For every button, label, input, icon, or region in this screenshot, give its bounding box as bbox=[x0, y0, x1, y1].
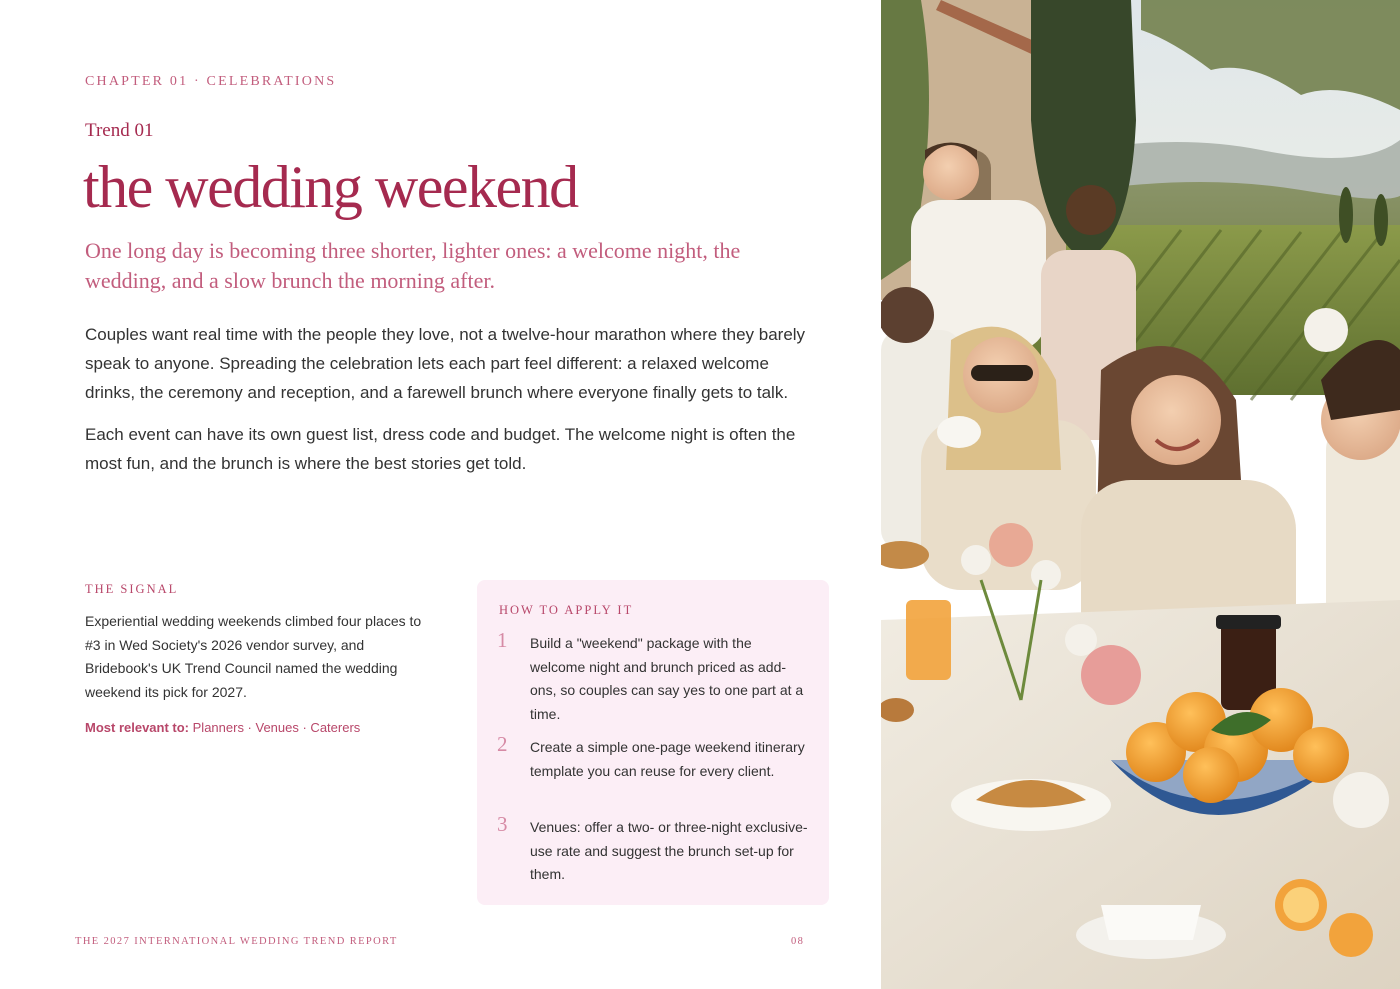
photo-illustration bbox=[881, 0, 1400, 989]
step-text: Create a simple one-page weekend itinerary template you can reuse for every client. bbox=[530, 739, 805, 779]
relevant-to bbox=[85, 718, 465, 738]
how-to-apply-box bbox=[477, 580, 829, 905]
subtitle: One long day is becoming three shorter, lighter ones: a welcome night, the wedding, and a slow brunch the morning after. bbox=[85, 238, 741, 293]
footer-report-title: THE 2027 INTERNATIONAL WEDDING TREND REPORT bbox=[75, 936, 398, 947]
step-number: 2 bbox=[497, 732, 508, 756]
chapter-label: CHAPTER 01 · CELEBRATIONS bbox=[85, 74, 337, 89]
signal-text: Experiential wedding weekends climbed four places to #3 in Wed Society's 2026 vendor survey, and Bridebook's UK Trend Council named the wedding weekend its pick for 2027. bbox=[85, 613, 422, 700]
page-number: 08 bbox=[791, 936, 805, 947]
relevant-label: Most relevant to: bbox=[85, 720, 190, 735]
body-paragraph: Couples want real time with the people they love, not a twelve-hour marathon where they barely speak to anyone. Spreading the celebration lets each part feel different: a relaxed welcome drinks, the ceremony and reception, and a farewell brunch where everyone finally gets to talk. bbox=[85, 325, 806, 402]
relevant-values: Planners · Venues · Caterers bbox=[192, 720, 361, 735]
step-number: 1 bbox=[497, 628, 508, 652]
trend-label: Trend 01 bbox=[85, 120, 154, 141]
apply-heading: HOW TO APPLY IT bbox=[499, 603, 634, 617]
step-text: Build a "weekend" package with the welcome night and brunch priced as add-ons, so couples can say yes to one part at a time. bbox=[530, 635, 804, 722]
step-number: 3 bbox=[497, 812, 508, 836]
body-paragraph: Each event can have its own guest list, dress code and budget. The welcome night is often the most fun, and the brunch is where the best stories get told. bbox=[85, 425, 796, 473]
page-title: the wedding weekend bbox=[83, 154, 578, 220]
signal-heading: THE SIGNAL bbox=[85, 582, 179, 596]
wedding-brunch-photo bbox=[881, 0, 1400, 989]
step-text: Venues: offer a two- or three-night exclusive-use rate and suggest the brunch set-up for them. bbox=[530, 819, 808, 882]
